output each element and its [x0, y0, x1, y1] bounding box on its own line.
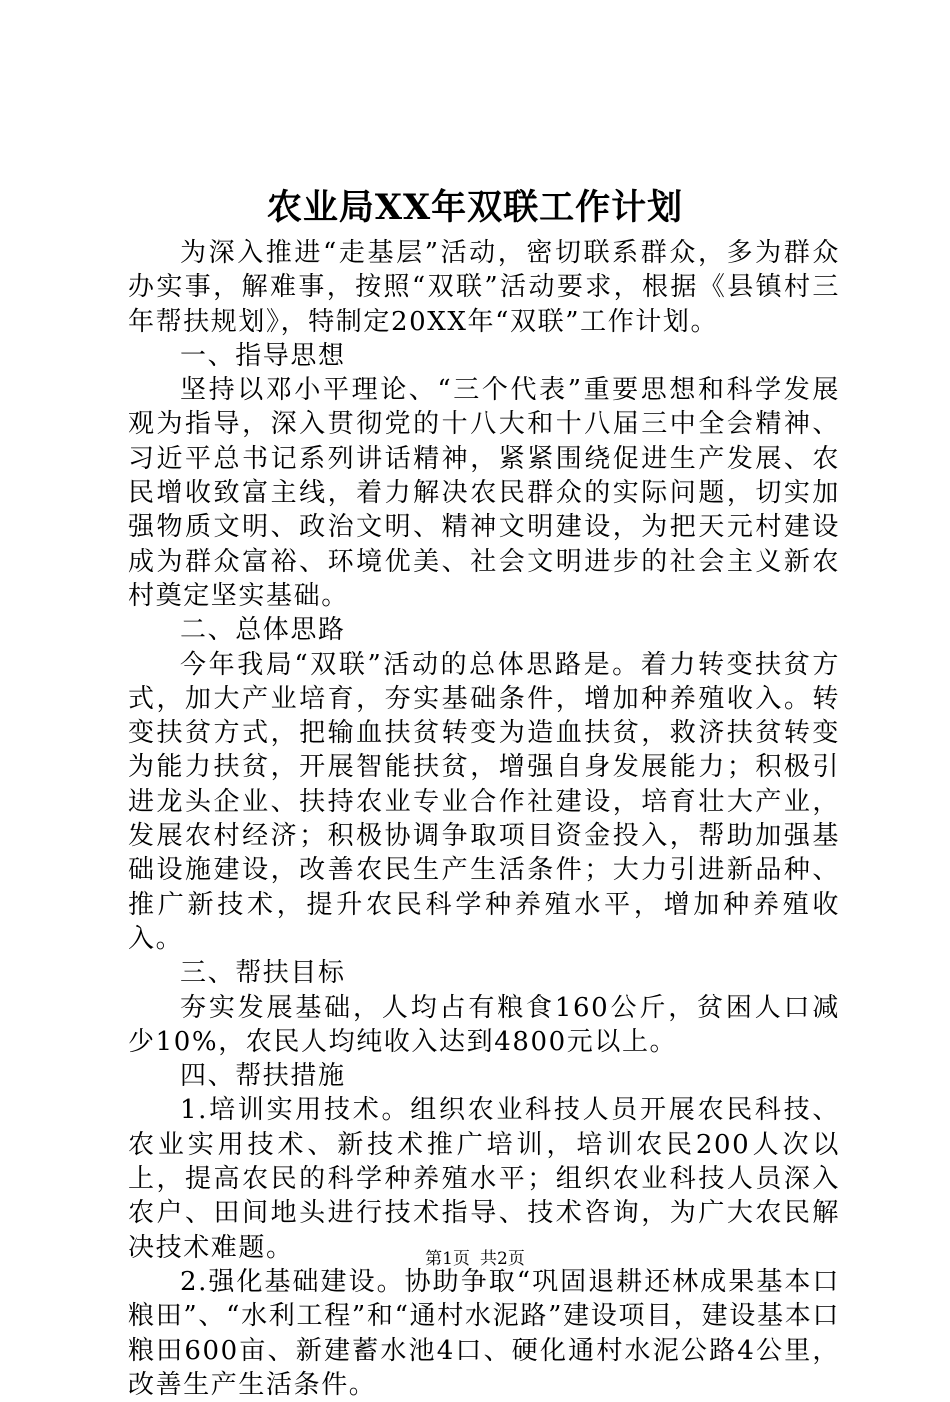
measure-infrastructure-paragraph: 2.强化基础建设。协助争取“巩固退耕还林成果基本口粮田”、“水利工程”和“通村水泥路”建设项目，建设基本口粮田600亩、新建蓄水池4口、硬化通村水泥公路4公里，改善生产生活条件。	[128, 1266, 840, 1400]
overall-approach-paragraph: 今年我局“双联”活动的总体思路是。着力转变扶贫方式，加大产业培育，夯实基础条件，增加种养殖收入。转变扶贫方式，把输血扶贫转变为造血扶贫，救济扶贫转变为能力扶贫，开展智能扶贫，增强自身发展能力；积极引进龙头企业、扶持农业专业合作社建设，培育壮大产业，发展农村经济；积极协调争取项目资金投入，帮助加强基础设施建设，改善农民生产生活条件；大力引进新品种、推广新技术，提升农民科学种养殖水平，增加种养殖收入。	[128, 649, 840, 954]
measure-training-paragraph: 1.培训实用技术。组织农业科技人员开展农民科技、农业实用技术、新技术推广培训，培训农民200人次以上，提高农民的科学种养殖水平；组织农业科技人员深入农户、田间地头进行技术指导、技术咨询，为广大农民解决技术难题。	[128, 1095, 840, 1263]
page-footer	[0, 1247, 950, 1271]
intro-paragraph: 为深入推进“走基层”活动，密切联系群众，多为群众办实事，解难事，按照“双联”活动要求，根据《县镇村三年帮扶规划》，特制定20XX年“双联”工作计划。	[128, 238, 840, 337]
section-heading-assistance-measures: 四、帮扶措施	[180, 1061, 346, 1092]
document-body	[128, 236, 840, 1402]
page-count: 共2页	[480, 1249, 525, 1269]
page-number: 第1页	[425, 1249, 470, 1269]
section-heading-overall-approach: 二、总体思路	[180, 615, 346, 646]
section-heading-assistance-goals: 三、帮扶目标	[180, 958, 346, 989]
guiding-ideology-paragraph: 坚持以邓小平理论、“三个代表”重要思想和科学发展观为指导，深入贯彻党的十八大和十八届三中全会精神、习近平总书记系列讲话精神，紧紧围绕促进生产发展、农民增收致富主线，着力解决农民群众的实际问题，切实加强物质文明、政治文明、精神文明建设，为把天元村建设成为群众富裕、环境优美、社会文明进步的社会主义新农村奠定坚实基础。	[128, 375, 840, 611]
assistance-goals-paragraph: 夯实发展基础，人均占有粮食160公斤，贫困人口减少10%，农民人均纯收入达到4800元以上。	[128, 992, 840, 1057]
section-heading-guiding-ideology: 一、指导思想	[180, 340, 346, 371]
document-title: 农业局XX年双联工作计划	[266, 187, 684, 228]
